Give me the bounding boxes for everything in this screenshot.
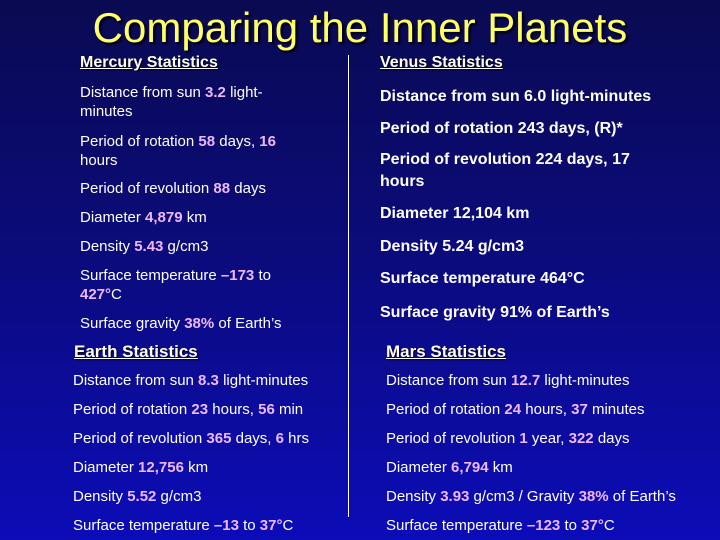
page-title: Comparing the Inner Planets <box>92 4 628 51</box>
mercury-density: Density 5.43 g/cm3 <box>80 238 209 255</box>
mercury-distance: Distance from sun 3.2 light-minutes <box>80 84 263 120</box>
venus-gravity: Surface gravity 91% of Earth’s <box>380 304 610 321</box>
mars-density: Density 3.93 g/cm3 / Gravity 38% of Earth’s <box>386 488 676 505</box>
earth-temperature: Surface temperature –13 to 37°C <box>73 517 294 534</box>
venus-density: Density 5.24 g/cm3 <box>380 238 525 255</box>
earth-heading: Earth Statistics <box>74 342 198 361</box>
column-divider <box>348 55 349 517</box>
earth-distance: Distance from sun 8.3 light-minutes <box>73 372 309 389</box>
mercury-rotation: Period of rotation 58 days, 16 hours <box>80 133 276 169</box>
mars-rotation: Period of rotation 24 hours, 37 minutes <box>386 401 645 418</box>
venus-temperature: Surface temperature 464°C <box>380 270 585 287</box>
mercury-heading: Mercury Statistics <box>80 54 218 71</box>
venus-heading: Venus Statistics <box>380 54 503 71</box>
mercury-gravity: Surface gravity 38% of Earth’s <box>80 315 282 332</box>
mars-temperature: Surface temperature –123 to 37°C <box>386 517 615 534</box>
venus-distance: Distance from sun 6.0 light-minutes <box>380 88 652 105</box>
earth-diameter: Diameter 12,756 km <box>73 459 209 476</box>
mars-heading: Mars Statistics <box>386 342 506 361</box>
mars-revolution: Period of revolution 1 year, 322 days <box>386 430 630 447</box>
mercury-temperature: Surface temperature –173 to 427°C <box>80 267 271 303</box>
earth-density: Density 5.52 g/cm3 <box>73 488 202 505</box>
earth-revolution: Period of revolution 365 days, 6 hrs <box>73 430 309 447</box>
venus-revolution: Period of revolution 224 days, 17 hours <box>380 151 630 190</box>
venus-diameter: Diameter 12,104 km <box>380 205 530 222</box>
mars-diameter: Diameter 6,794 km <box>386 459 513 476</box>
mars-distance: Distance from sun 12.7 light-minutes <box>386 372 630 389</box>
earth-rotation: Period of rotation 23 hours, 56 min <box>73 401 304 418</box>
mercury-diameter: Diameter 4,879 km <box>80 209 207 226</box>
venus-rotation: Period of rotation 243 days, (R)* <box>380 120 623 137</box>
mercury-revolution: Period of revolution 88 days <box>80 180 266 197</box>
